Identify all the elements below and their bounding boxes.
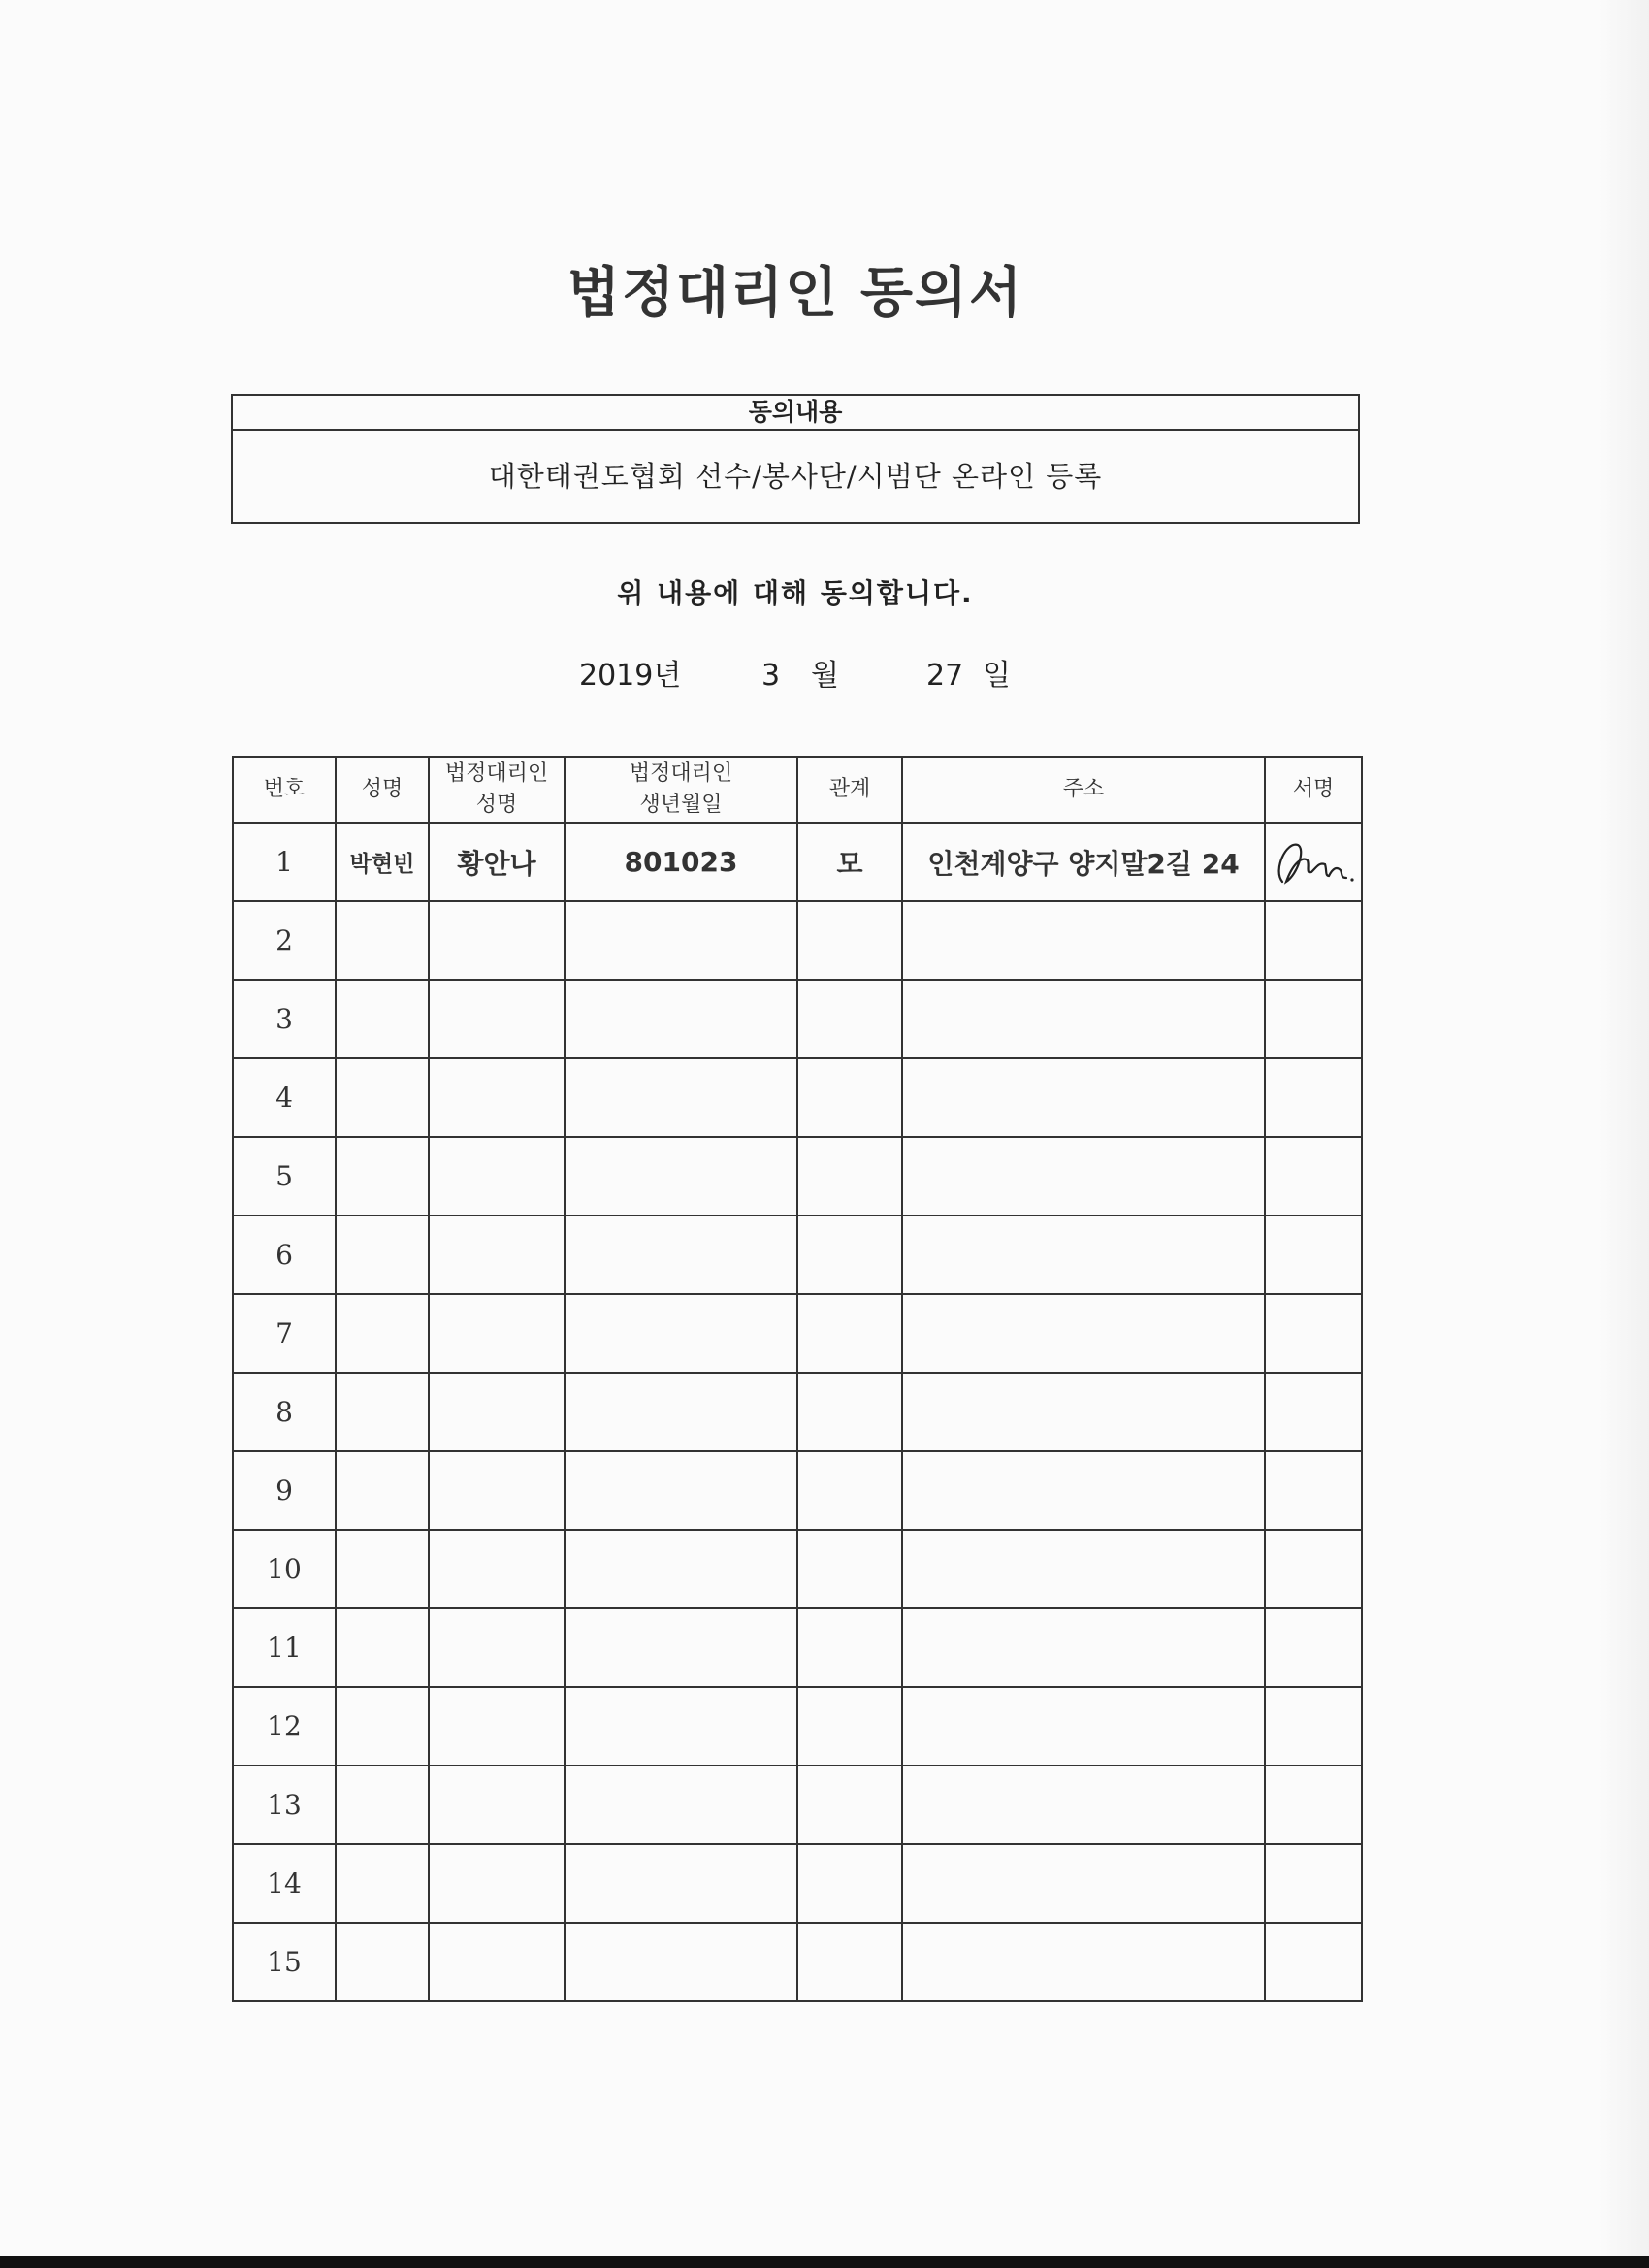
scan-bottom-edge — [0, 2256, 1649, 2268]
guardian-name: 황안나 — [429, 823, 565, 901]
row-number: 7 — [233, 1294, 336, 1373]
row-number: 4 — [233, 1058, 336, 1137]
guardian-birthdate — [565, 1294, 797, 1373]
signature-cell — [1265, 1530, 1362, 1608]
student-name — [336, 1294, 429, 1373]
guardian-birthdate — [565, 1137, 797, 1215]
row-number: 12 — [233, 1687, 336, 1766]
relation — [797, 1058, 902, 1137]
row-number: 15 — [233, 1923, 336, 2001]
date-month: 3 — [761, 659, 781, 693]
guardian-name — [429, 1923, 565, 2001]
signature-cell — [1265, 1766, 1362, 1844]
guardian-name — [429, 1766, 565, 1844]
row-number: 6 — [233, 1215, 336, 1294]
table-row — [233, 1058, 1362, 1137]
relation — [797, 1766, 902, 1844]
relation — [797, 1608, 902, 1687]
relation — [797, 1294, 902, 1373]
guardian-birthdate — [565, 1923, 797, 2001]
signature-cell — [1265, 1608, 1362, 1687]
header-no: 번호 — [233, 757, 336, 823]
student-name — [336, 1844, 429, 1923]
row-number: 2 — [233, 901, 336, 980]
relation — [797, 1373, 902, 1451]
header-signature: 서명 — [1265, 757, 1362, 823]
guardian-name — [429, 1294, 565, 1373]
table-row — [233, 980, 1362, 1058]
address — [902, 1766, 1265, 1844]
guardian-birthdate — [565, 1215, 797, 1294]
guardian-birthdate — [565, 901, 797, 980]
guardian-name — [429, 1844, 565, 1923]
guardian-birthdate — [565, 1451, 797, 1530]
date-year: 2019년 — [579, 659, 682, 693]
guardian-name — [429, 1530, 565, 1608]
student-name — [336, 1373, 429, 1451]
guardian-name — [429, 1215, 565, 1294]
signature-cell — [1265, 1215, 1362, 1294]
signature-cell — [1265, 1923, 1362, 2001]
relation — [797, 1215, 902, 1294]
table-row — [233, 1215, 1362, 1294]
address — [902, 1137, 1265, 1215]
guardian-birthdate — [565, 1687, 797, 1766]
table-row — [233, 1766, 1362, 1844]
guardian-birthdate — [565, 1530, 797, 1608]
row-number: 8 — [233, 1373, 336, 1451]
guardian-birthdate — [565, 980, 797, 1058]
relation — [797, 980, 902, 1058]
address — [902, 1687, 1265, 1766]
address — [902, 901, 1265, 980]
address — [902, 1530, 1265, 1608]
consent-content: 대한태권도협회 선수/봉사단/시범단 온라인 등록 — [488, 460, 1103, 493]
signature-cell — [1265, 1687, 1362, 1766]
guardian-birthdate — [565, 1766, 797, 1844]
address — [902, 1215, 1265, 1294]
relation — [797, 1923, 902, 2001]
row-number: 5 — [233, 1137, 336, 1215]
signature-cell — [1265, 1294, 1362, 1373]
table-header-row — [233, 757, 1362, 823]
table-row — [233, 1687, 1362, 1766]
address — [902, 1451, 1265, 1530]
guardian-name — [429, 1137, 565, 1215]
guardian-name — [429, 1687, 565, 1766]
date-day: 27 — [926, 659, 964, 693]
guardian-name — [429, 1451, 565, 1530]
header-address: 주소 — [902, 757, 1265, 823]
consent-header: 동의내용 — [233, 396, 1358, 431]
guardian-name — [429, 901, 565, 980]
student-name — [336, 1923, 429, 2001]
signature-cell — [1265, 1058, 1362, 1137]
table-row — [233, 901, 1362, 980]
student-name: 박현빈 — [336, 823, 429, 901]
row-number: 11 — [233, 1608, 336, 1687]
address: 인천계양구 양지말2길 24 — [902, 823, 1265, 901]
table-row — [233, 1137, 1362, 1215]
date-day-unit: 일 — [983, 659, 1011, 693]
student-name — [336, 1215, 429, 1294]
student-name — [336, 1530, 429, 1608]
row-number: 1 — [233, 823, 336, 901]
address — [902, 980, 1265, 1058]
guardian-name — [429, 980, 565, 1058]
scan-edge-shadow — [1599, 0, 1649, 2256]
relation — [797, 1530, 902, 1608]
table-row — [233, 1373, 1362, 1451]
relation — [797, 1844, 902, 1923]
signature-cell — [1265, 1137, 1362, 1215]
address — [902, 1294, 1265, 1373]
address — [902, 1058, 1265, 1137]
guardian-birthdate: 801023 — [565, 823, 797, 901]
address — [902, 1373, 1265, 1451]
table-row — [233, 823, 1362, 901]
signature-cell — [1265, 901, 1362, 980]
header-guardian-birth: 법정대리인 생년월일 — [565, 757, 797, 823]
header-name: 성명 — [336, 757, 429, 823]
signature-cell — [1265, 1373, 1362, 1451]
student-name — [336, 1451, 429, 1530]
student-name — [336, 980, 429, 1058]
student-name — [336, 1058, 429, 1137]
row-number: 10 — [233, 1530, 336, 1608]
signature-cell — [1265, 1451, 1362, 1530]
student-name — [336, 1687, 429, 1766]
relation — [797, 901, 902, 980]
address — [902, 1608, 1265, 1687]
agreement-statement: 위 내용에 대해 동의합니다. — [617, 577, 974, 609]
table-row — [233, 1608, 1362, 1687]
relation — [797, 1451, 902, 1530]
guardian-birthdate — [565, 1058, 797, 1137]
document-title: 법정대리인 동의서 — [566, 262, 1024, 325]
guardian-name — [429, 1058, 565, 1137]
header-guardian-name: 법정대리인 성명 — [429, 757, 565, 823]
row-number: 14 — [233, 1844, 336, 1923]
address — [902, 1923, 1265, 2001]
table-row — [233, 1923, 1362, 2001]
row-number: 3 — [233, 980, 336, 1058]
guardian-birthdate — [565, 1373, 797, 1451]
student-name — [336, 901, 429, 980]
signature-cell — [1265, 823, 1362, 901]
header-relation: 관계 — [797, 757, 902, 823]
address — [902, 1844, 1265, 1923]
relation: 모 — [797, 823, 902, 901]
row-number: 9 — [233, 1451, 336, 1530]
signature-cell — [1265, 980, 1362, 1058]
relation — [797, 1137, 902, 1215]
student-name — [336, 1608, 429, 1687]
guardian-birthdate — [565, 1844, 797, 1923]
consent-box — [231, 394, 1360, 524]
guardian-birthdate — [565, 1608, 797, 1687]
relation — [797, 1687, 902, 1766]
date-month-unit: 월 — [811, 659, 839, 693]
table-row — [233, 1294, 1362, 1373]
handwritten-signature — [1269, 831, 1358, 893]
table-row — [233, 1530, 1362, 1608]
student-name — [336, 1766, 429, 1844]
signature-cell — [1265, 1844, 1362, 1923]
guardian-name — [429, 1608, 565, 1687]
student-name — [336, 1137, 429, 1215]
table-row — [233, 1844, 1362, 1923]
guardian-table — [232, 756, 1363, 2002]
table-row — [233, 1451, 1362, 1530]
guardian-name — [429, 1373, 565, 1451]
row-number: 13 — [233, 1766, 336, 1844]
